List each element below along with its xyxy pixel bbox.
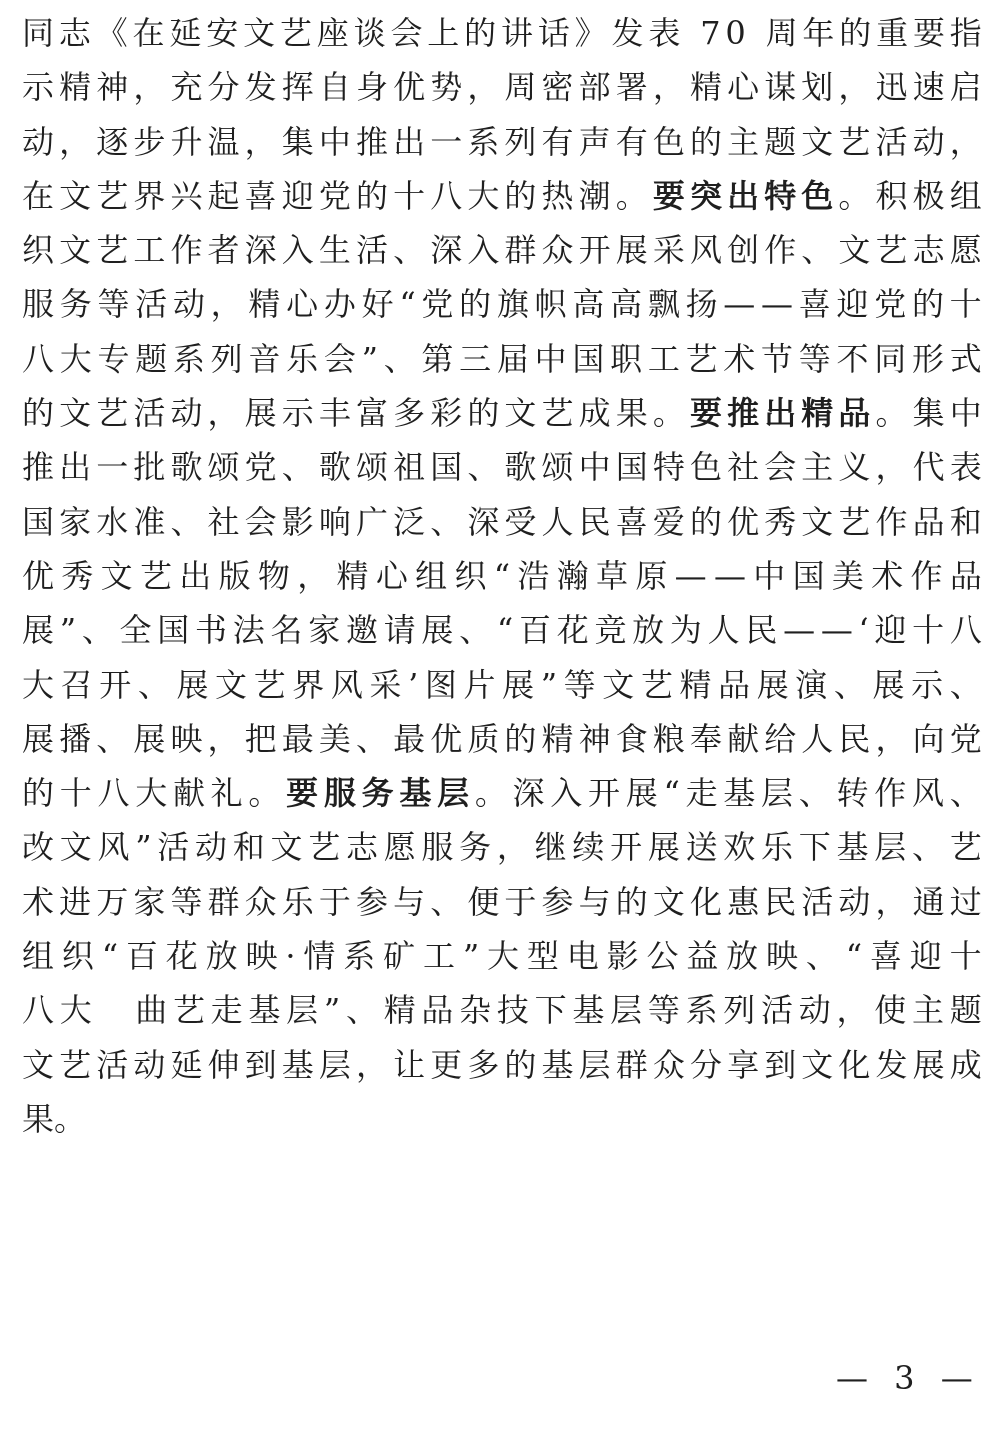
text-line: 大 召 开 、 展 文 艺 界 风 采 ’ 图 片 展 ” 等 文 艺 精 品 展 演 、 展 示 、: [22, 665, 982, 704]
text-line: 术 进 万 家 等 群 众 乐 于 参 与 、 便 于 参 与 的 文 化 惠 民 活 动 ， 通 过: [22, 882, 982, 921]
text-line: 组 织 “ 百 花 放 映 · 情 系 矿 工 ” 大 型 电 影 公 益 放 映 、 “ 喜 迎 十: [22, 937, 982, 976]
text-line: 展 播 、 展 映 ， 把 最 美 、 最 优 质 的 精 神 食 粮 奉 献 给 人 民 ， 向 党: [22, 719, 982, 758]
text-line: 优 秀 文 艺 出 版 物 ， 精 心 组 织 “ 浩 瀚 草 原 — — 中 国 美 术 作 品: [22, 556, 982, 595]
text-line: 推 出 一 批 歌 颂 党 、 歌 颂 祖 国 、 歌 颂 中 国 特 色 社 会 主 义 ， 代 表: [22, 448, 982, 487]
text-line: 同 志 《 在 延 安 文 艺 座 谈 会 上 的 讲 话 》 发 表 7 0 周 年 的 重 要 指: [22, 14, 982, 52]
text-line: 的 十 八 大 献 礼 。 要 服 务 基 层 。 深 入 开 展 “ 走 基 层 、 转 作 风 、: [22, 774, 982, 813]
body-text: [22, 6, 982, 1146]
text-line: 八 大 专 题 系 列 音 乐 会 ” 、 第 三 届 中 国 职 工 艺 术 节 等 不 同 形 式: [22, 339, 982, 378]
text-line: 展 ” 、 全 国 书 法 名 家 邀 请 展 、 “ 百 花 竞 放 为 人 民 — — ‘ 迎 十 八: [22, 611, 982, 650]
text-line: 文 艺 活 动 延 伸 到 基 层 ， 让 更 多 的 基 层 群 众 分 享 到 文 化 发 展 成: [22, 1045, 982, 1084]
text-line: 八 大 曲 艺 走 基 层 ” 、 精 品 杂 技 下 基 层 等 系 列 活 动 ， 使 主 题: [22, 991, 982, 1030]
text-line: 国 家 水 准 、 社 会 影 响 广 泛 、 深 受 人 民 喜 爱 的 优 秀 文 艺 作 品 和: [22, 502, 982, 541]
text-line: 的 文 艺 活 动 ， 展 示 丰 富 多 彩 的 文 艺 成 果 。 要 推 出 精 品 。 集 中: [22, 394, 982, 433]
text-line: 织 文 艺 工 作 者 深 入 生 活 、 深 入 群 众 开 展 采 风 创 作 、 文 艺 志 愿: [22, 231, 982, 270]
text-line: 服 务 等 活 动 ， 精 心 办 好 “ 党 的 旗 帜 高 高 飘 扬 — — 喜 迎 党 的 十: [22, 285, 982, 324]
text-line: 动 ， 逐 步 升 温 ， 集 中 推 出 一 系 列 有 声 有 色 的 主 题 文 艺 活 动 ，: [22, 122, 982, 161]
text-line: 示 精 神 ， 充 分 发 挥 自 身 优 势 ， 周 密 部 署 ， 精 心 谋 划 ， 迅 速 启: [22, 68, 982, 107]
text-line: 在 文 艺 界 兴 起 喜 迎 党 的 十 八 大 的 热 潮 。 要 突 出 特 色 。 积 极 组: [22, 176, 982, 215]
text-line: 改 文 风 ” 活 动 和 文 艺 志 愿 服 务 ， 继 续 开 展 送 欢 乐 下 基 层 、 艺: [22, 828, 982, 867]
page-number: — 3 —: [836, 1359, 981, 1397]
text-line: 果 。: [22, 1099, 87, 1138]
